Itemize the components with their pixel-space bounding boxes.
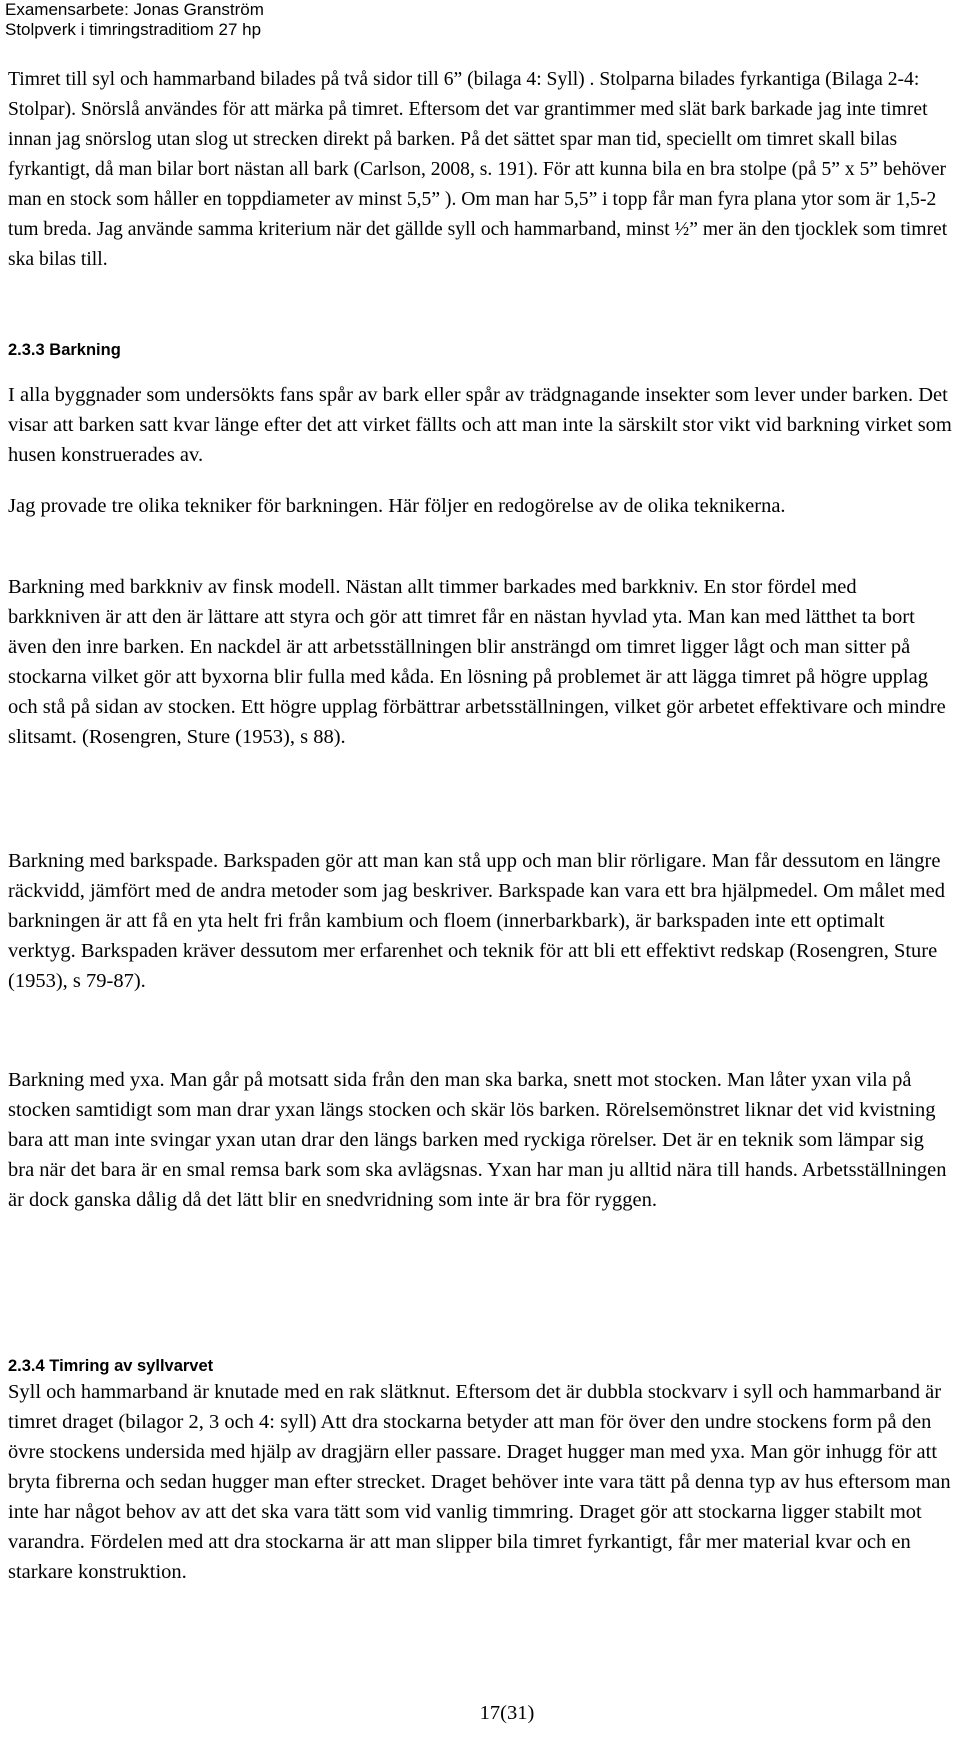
page-number: 17(31) <box>479 1702 535 1724</box>
header-title: Stolpverk i timringstraditiom 27 hp <box>5 20 262 39</box>
paragraph-bark-spade: Barkning med barkspade. Barkspaden gör att man kan stå upp och man blir rörligare. Man får dessutom en längre räckvidd, jämfört med de andra metoder som jag beskriver. Barkspade kan vara ett bra hjälpmedel. Om målet med barkningen är att få en yta helt fri från kambium och floem (innerbarkbark), är barkspaden inte ett optimalt verktyg. Barkspaden kräver dessutom mer erfarenhet och teknik för att bli ett effektivt redskap (Rosengren, Sture (1953), s 79-87). <box>8 850 945 992</box>
page-footer <box>0 1700 960 1726</box>
header-author: Examensarbete: Jonas Granström <box>5 0 264 19</box>
paragraph-bark-knife: Barkning med barkkniv av finsk modell. Nästan allt timmer barkades med barkkniv. En stor fördel med barkkniven är att den är lättare att styra och gör att timret får en nästan hyvlad yta. Man kan med lätthet ta bort även den inre barken. En nackdel är att arbetsställningen blir ansträngd om timret ligger lågt och man sitter på stockarna vilket gör att byxorna blir fulla med kåda. En lösning på problemet är att lägga timret på högre upplag och stå på sidan av stocken. Ett högre upplag förbättrar arbetsställningen, vilket gör arbetet effektivare och mindre slitsamt. (Rosengren, Sture (1953), s 88). <box>8 576 946 748</box>
paragraph-three-techniques: Jag provade tre olika tekniker för barkningen. Här följer en redogörelse av de olika teknikerna. <box>8 495 786 517</box>
paragraph-timber-hewing: Timret till syl och hammarband bilades på två sidor till 6” (bilaga 4: Syll) . Stolparna bilades fyrkantiga (Bilaga 2-4: Stolpar). Snörslå användes för att märka på timret. Eftersom det var grantimmer med slät bark barkade jag inte timret innan jag snörslog utan slog ut strecken direkt på barken. På det sättet spar man tid, speciellt om timret skall bilas fyrkantigt, då man bilar bort nästan all bark (Carlson, 2008, s. 191). För att kunna bila en bra stolpe (på 5” x 5” behöver man en stock som håller en toppdiameter av minst 5,5” ). Om man har 5,5” i topp får man fyra plana ytor som är 1,5-2 tum breda. Jag använde samma kriterium när det gällde syll och hammarband, minst ½” mer än den tjocklek som timret ska bilas till. <box>8 69 948 270</box>
heading-barkning: 2.3.3 Barkning <box>8 341 121 359</box>
paragraph-sill-timbering: Syll och hammarband är knutade med en rak slätknut. Eftersom det är dubbla stockvarv i syll och hammarband är timret draget (bilagor 2, 3 och 4: syll) Att dra stockarna betyder att man för över den undre stockens form på den övre stockens undersida med hjälp av dragjärn eller passare. Draget hugger man med yxa. Man gör inhugg för att bryta fibrerna och sedan hugger man efter strecket. Draget behöver inte vara tätt på denna typ av hus eftersom man inte har något behov av att det ska vara tätt som vid vanlig timmring. Draget gör att stockarna ligger stabilt mot varandra. Fördelen med att dra stockarna är att man slipper bila timret fyrkantigt, får mer material kvar och en starkare konstruktion. <box>8 1381 951 1583</box>
heading-timring-syllvarvet: 2.3.4 Timring av syllvarvet <box>8 1357 214 1375</box>
paragraph-bark-traces: I alla byggnader som undersökts fans spår av bark eller spår av trädgnagande insekter som lever under barken. Det visar att barken satt kvar länge efter det att virket fällts och att man inte la särskilt stor vikt vid barkning virket som husen konstruerades av. <box>8 384 952 466</box>
page-header <box>5 0 264 40</box>
paragraph-bark-axe: Barkning med yxa. Man går på motsatt sida från den man ska barka, snett mot stocken. Man låter yxan vila på stocken samtidigt som man drar yxan längs stocken och skär lös barken. Rörelsemönstret liknar det vid kvistning bara att man inte svingar yxan utan drar den längs barken med ryckiga rörelser. Det är en teknik som lämpar sig bra när det bara är en smal remsa bark som ska avlägsnas. Yxan har man ju alltid nära till hands. Arbetsställningen är dock ganska dålig då det lätt blir en snedvridning som inte är bra för ryggen. <box>8 1069 947 1211</box>
